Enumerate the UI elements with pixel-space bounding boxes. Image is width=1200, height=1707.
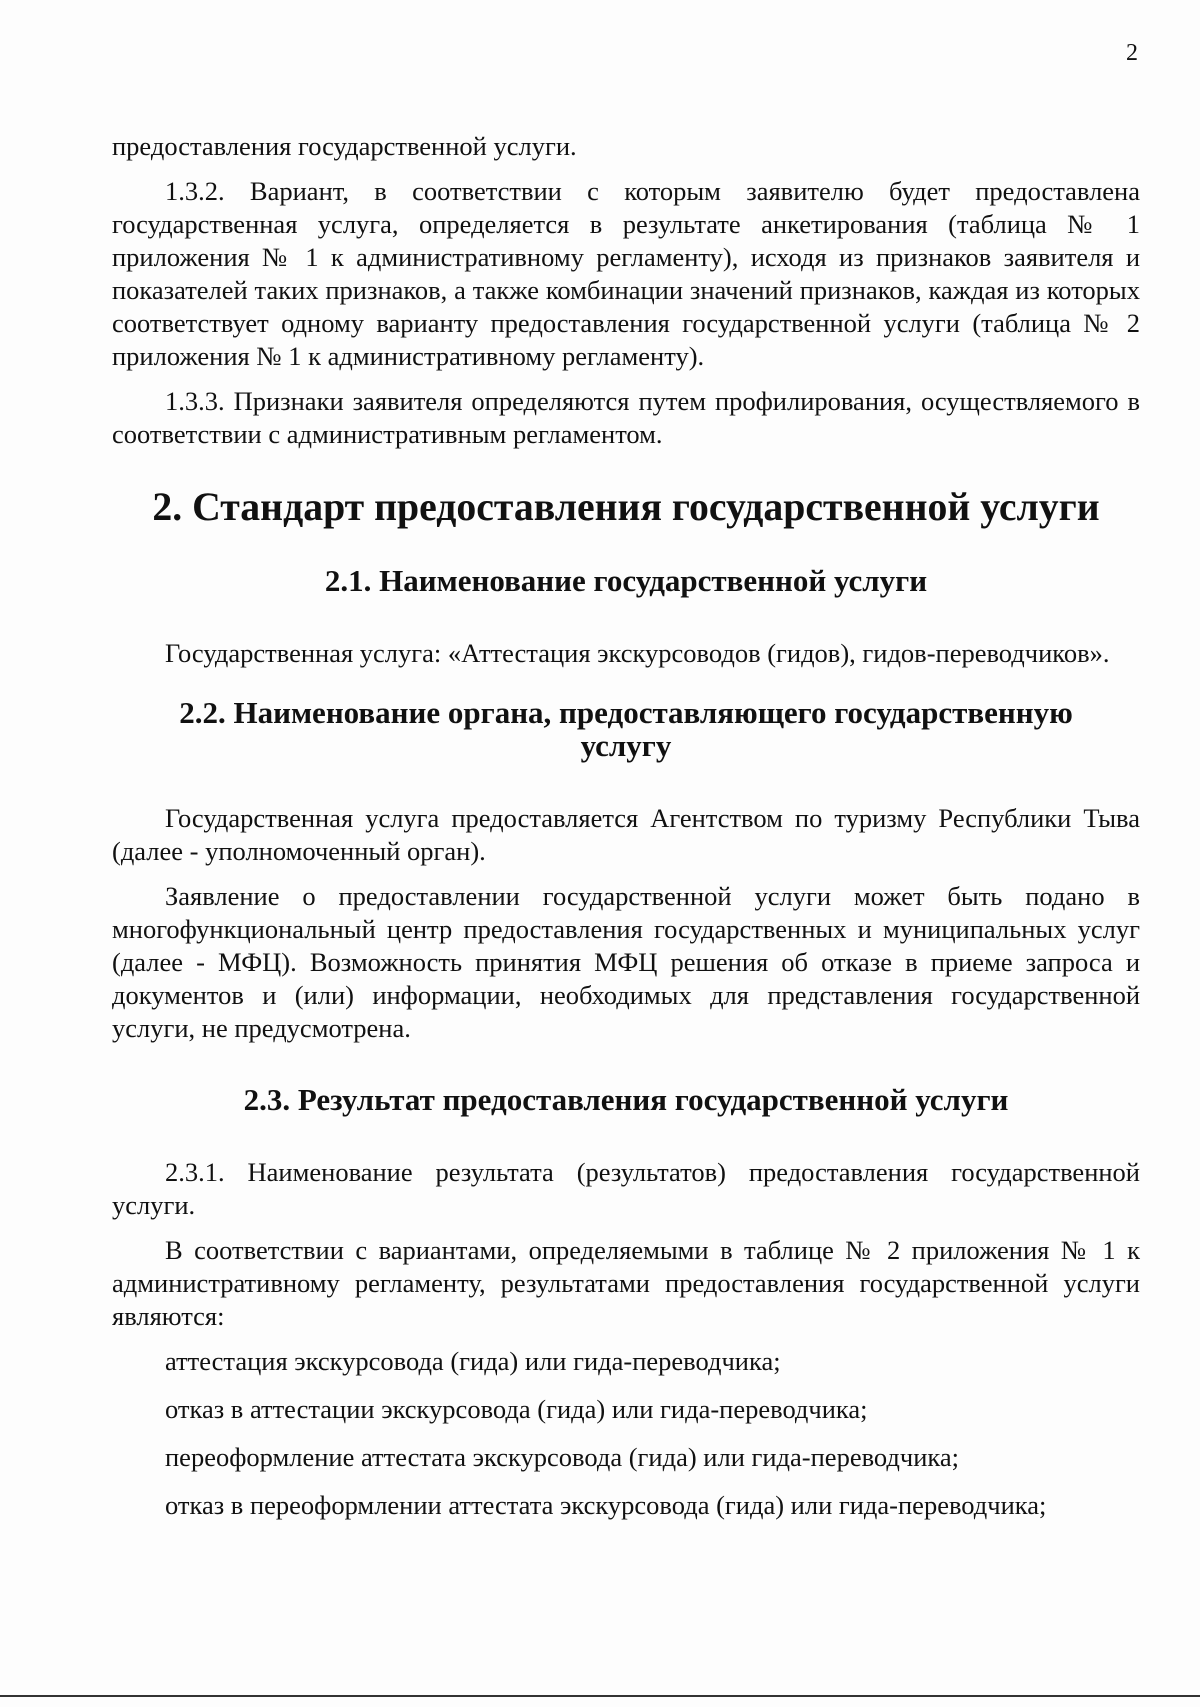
paragraph-1-3-3: 1.3.3. Признаки заявителя определяются путем профилирования, осуществляемого в соответствии с административным регламентом.	[112, 386, 1140, 449]
section-2-heading: 2. Стандарт предоставления государственной услуги	[152, 485, 1100, 529]
result-item: отказ в аттестации экскурсовода (гида) или гида-переводчика;	[165, 1394, 868, 1424]
paragraph-2-3-1: 2.3.1. Наименование результата (результатов) предоставления государственной услуги.	[112, 1157, 1140, 1220]
page-number: 2	[1126, 40, 1138, 66]
section-2-1-heading: 2.1. Наименование государственной услуги	[324, 563, 928, 598]
paragraph-continuation: предоставления государственной услуги.	[112, 131, 577, 161]
section-2-2-heading	[112, 696, 1140, 762]
document-body	[112, 130, 1140, 1537]
paragraph-2-2-a: Государственная услуга предоставляется Агентством по туризму Республики Тыва (далее - уполномоченный орган).	[112, 803, 1140, 866]
result-item: отказ в переоформлении аттестата экскурсовода (гида) или гида-переводчика;	[165, 1490, 1047, 1520]
paragraph-2-2-b: Заявление о предоставлении государственной услуги может быть подано в многофункциональный центр предоставления государственных и муниципальных услуг (далее - МФЦ). Возможность принятия МФЦ решения об отказе в приеме запроса и документов и (или) информации, необходимых для представления государственной услуги, не предусмотрена.	[112, 881, 1140, 1043]
scan-bottom-edge	[0, 1695, 1200, 1697]
section-2-2-heading-line2: услугу	[580, 728, 672, 763]
result-item: переоформление аттестата экскурсовода (гида) или гида-переводчика;	[165, 1442, 959, 1472]
section-2-2-heading-line1: 2.2. Наименование органа, предоставляющего государственную	[179, 695, 1073, 730]
paragraph-2-1: Государственная услуга: «Аттестация экскурсоводов (гидов), гидов-переводчиков».	[165, 638, 1110, 668]
paragraph-1-3-2: 1.3.2. Вариант, в соответствии с которым заявителю будет предоставлена государственная услуга, определяется в результате анкетирования (таблица № 1 приложения № 1 к административному регламенту), исходя из признаков заявителя и показателей таких признаков, а также комбинации значений признаков, каждая из которых соответствует одному варианту предоставления государственной услуги (таблица № 2 приложения № 1 к административному регламенту).	[112, 176, 1140, 371]
result-item: аттестация экскурсовода (гида) или гида-переводчика;	[165, 1346, 781, 1376]
section-2-3-heading: 2.3. Результат предоставления государственной услуги	[243, 1082, 1009, 1117]
paragraph-2-3-results-intro: В соответствии с вариантами, определяемыми в таблице № 2 приложения № 1 к административному регламенту, результатами предоставления государственной услуги являются:	[112, 1235, 1140, 1331]
